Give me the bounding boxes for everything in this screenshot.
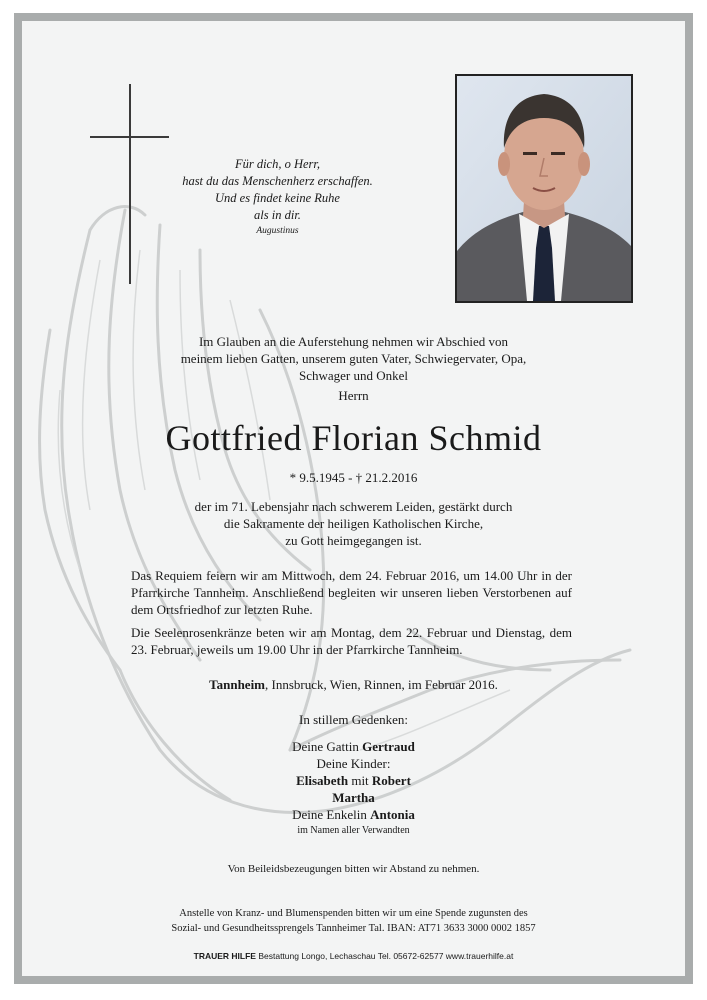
family-wife — [80, 738, 627, 755]
deceased-name: Gottfried Florian Schmid — [165, 418, 542, 458]
wife-prefix: Deine Gattin — [292, 739, 359, 754]
salutation: Herrn — [338, 388, 369, 403]
donation-line: Anstelle von Kranz- und Blumenspenden bitten wir um eine Spende zugunsten des — [179, 908, 528, 919]
life-dates: * 9.5.1945 - † 21.2.2016 — [289, 470, 418, 485]
footer — [80, 951, 627, 961]
death-notice — [80, 498, 627, 549]
quote-line: Für dich, o Herr, — [234, 157, 321, 171]
place-bold: Tannheim — [209, 677, 266, 692]
place-date — [80, 676, 627, 693]
child2-name: Martha — [332, 790, 375, 805]
children-label: Deine Kinder: — [316, 756, 391, 771]
intro-text — [80, 333, 627, 404]
donation-line: Sozial- und Gesundheitssprengels Tannheimer Tal. IBAN: AT71 3633 3000 0002 1857 — [171, 923, 536, 934]
intro-line: Im Glauben an die Auferstehung nehmen wir Abschied von — [198, 334, 509, 349]
family-child1 — [80, 772, 627, 789]
child1-name: Elisabeth — [296, 773, 349, 788]
requiem-paragraph: Das Requiem feiern wir am Mittwoch, dem 24. Februar 2016, um 14.00 Uhr in der Pfarrkirche Tannheim. Anschließend begleiten wir unseren lieben Verstorbenen auf dem Ortsfriedhof zur letzten Ruhe. — [131, 568, 572, 617]
death-line: die Sakramente der heiligen Katholischen Kirche, — [223, 516, 484, 531]
portrait-photo — [455, 74, 633, 303]
death-line: zu Gott heimgegangen ist. — [285, 533, 422, 548]
donation-note — [80, 906, 627, 936]
relatives-note: im Namen aller Verwandten — [297, 825, 410, 836]
gedenken-label: In stillem Gedenken: — [298, 712, 409, 727]
rosary-paragraph: Die Seelenrosenkränze beten wir am Montag, dem 22. Februar und Dienstag, dem 23. Februar, jeweils um 19.00 Uhr in der Pfarrkirche Tannheim. — [131, 625, 572, 657]
quote-line: hast du das Menschenherz erschaffen. — [182, 174, 373, 188]
quote-author: Augustinus — [256, 226, 299, 236]
grandchild-prefix: Deine Enkelin — [292, 807, 367, 822]
footer-text: Bestattung Longo, Lechaschau Tel. 05672-62577 www.trauerhilfe.at — [255, 951, 514, 961]
intro-line: meinem lieben Gatten, unserem guten Vater, Schwiegervater, Opa, — [180, 351, 527, 366]
death-line: der im 71. Lebensjahr nach schwerem Leiden, gestärkt durch — [194, 499, 513, 514]
bible-quote — [165, 156, 390, 238]
child1-partner: Robert — [371, 773, 411, 788]
cross-icon-bar — [90, 136, 169, 138]
family-list — [80, 738, 627, 839]
cross-icon — [129, 84, 131, 284]
quote-line: als in dir. — [254, 208, 301, 222]
wife-name: Gertraud — [362, 739, 415, 754]
family-child2 — [80, 789, 627, 806]
grandchild-name: Antonia — [370, 807, 415, 822]
intro-line: Schwager und Onkel — [298, 368, 409, 383]
child1-with: mit — [351, 773, 369, 788]
quote-line: Und es findet keine Ruhe — [215, 191, 340, 205]
condolences-note: Von Beileidsbezeugungen bitten wir Abstand zu nehmen. — [227, 863, 480, 875]
family-grandchild — [80, 806, 627, 823]
place-rest: , Innsbruck, Wien, Rinnen, im Februar 2016. — [265, 677, 498, 692]
footer-brand: TRAUER HILFE — [193, 951, 256, 961]
